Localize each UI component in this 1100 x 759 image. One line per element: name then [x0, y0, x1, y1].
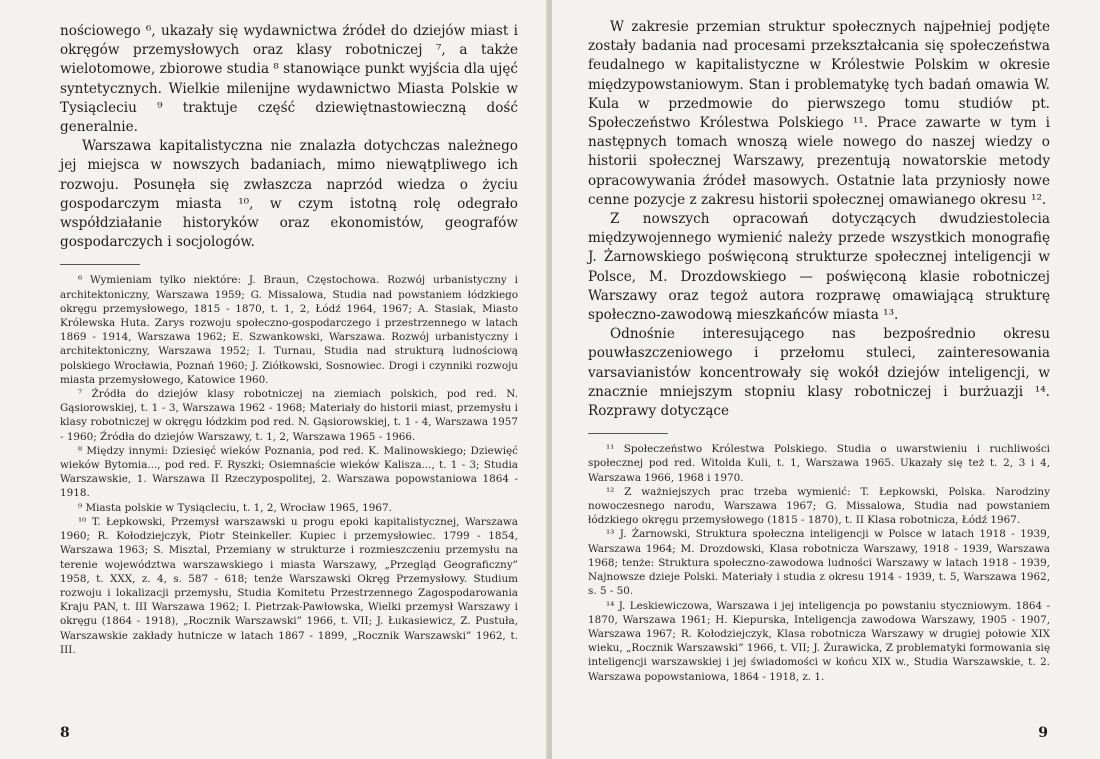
footnote: ¹⁴ J. Leskiewiczowa, Warszawa i jej inteligencja po powstaniu styczniowym. 1864 - 1870, Warszawa 1961; H. Kiepurska, Inteligencja zawodowa Warszawy, 1905 - 1907, Warszawa 1967; R. Kołodziejczyk, Klasa robotnicza Warszawy w drugiej połowie XIX wieku, „Rocznik Warszawski” 1966, t. VII; J. Żurawicka, Z problematyki formowania się inteligencji warszawskiej i jej świadomości w końcu XIX w., Studia Warszawskie, t. 2. Warszawa popowstaniowa, 1864 - 1918, z. 1.	[588, 599, 1050, 683]
body-paragraph: Warszawa kapitalistyczna nie znalazła dotychczas należnego jej miejsca w nowszych badaniach, mimo niewątpliwego ich rozwoju. Posunęła się zwłaszcza naprzód wiedza o życiu gospodarczym miasta ¹⁰, w czym istotną rolę odegrało współdziałanie historyków oraz ekonomistów, geografów gospodarczych i socjologów.	[60, 138, 518, 251]
footnote: ¹³ J. Żarnowski, Struktura społeczna inteligencji w Polsce w latach 1918 - 1939, Warszawa 1964; M. Drozdowski, Klasa robotnicza Warszawy, 1918 - 1939, Warszawa 1968; tenże: Struktura społeczno-zawodowa ludności Warszawy w latach 1918 - 1939, Najnowsze dzieje Polski. Materiały i studia z okresu 1914 - 1939, t. 5, Warszawa 1962, s. 5 - 50.	[588, 528, 1050, 598]
right-page	[552, 0, 1100, 759]
body-paragraph: W zakresie przemian struktur społecznych najpełniej podjęte zostały badania nad procesami przekształcania się społeczeństwa feudalnego w kapitalistyczne w Królestwie Polskim w okresie międzypowstaniowym. Stan i problematykę tych badań omawia W. Kula w przedmowie do pierwszego tomu studiów pt. Społeczeństwo Królestwa Polskiego ¹¹. Prace zawarte w tym i następnych tomach wnoszą wiele nowego do naszej wiedzy o historii społecznej Warszawy, prezentują nowatorskie metody opracowywania źródeł masowych. Ostatnie lata przyniosły nowe cenne pozycje z zakresu historii społecznej omawianego okresu ¹².	[588, 19, 1050, 208]
footnote: ⁶ Wymieniam tylko niektóre: J. Braun, Częstochowa. Rozwój urbanistyczny i architektoniczny, Warszawa 1959; G. Missalowa, Studia nad powstaniem łódzkiego okręgu przemysłowego, 1815 - 1870, t. 1, 2, Łódź 1964, 1967; A. Stasiak, Miasto Królewska Huta. Zarys rozwoju społeczno-gospodarczego i przestrzennego w latach 1869 - 1914, Warszawa 1962; E. Szwankowski, Warszawa. Rozwój urbanistyczny i architektoniczny, Warszawa 1952; I. Turnau, Studia nad strukturą ludnościową polskiego Wrocławia, Poznań 1960; J. Ziółkowski, Sosnowiec. Drogi i czynniki rozwoju miasta przemysłowego, Katowice 1960.	[60, 274, 518, 386]
left-page	[0, 0, 548, 759]
body-paragraph: nościowego ⁶, ukazały się wydawnictwa źródeł do dziejów miast i okręgów przemysłowych oraz klasy robotniczej ⁷, a także wielotomowe, zbiorowe studia ⁸ stanowiące punkt wyjścia dla ujęć syntetycznych. Wielkie milenijne wydawnictwo Miasta Polskie w Tysiącleciu ⁹ traktuje część dziewiętnastowieczną dość generalnie.	[60, 23, 518, 136]
footnote: ¹² Z ważniejszych prac trzeba wymienić: T. Łepkowski, Polska. Narodziny nowoczesnego narodu, Warszawa 1967; G. Missalowa, Studia nad powstaniem łódzkiego okręgu przemysłowego (1815 - 1870), t. II Klasa robotnicza, Łódź 1967.	[588, 485, 1050, 527]
footnote: ⁷ Źródła do dziejów klasy robotniczej na ziemiach polskich, pod red. N. Gąsiorowskiej, t. 1 - 3, Warszawa 1962 - 1968; Materiały do historii miast, przemysłu i klasy robotniczej w okręgu łódzkim pod red. N. Gąsiorowskiej, t. 1 - 4, Warszawa 1957 - 1960; Źródła do dziejów Warszawy, t. 1, 2, Warszawa 1965 - 1966.	[60, 388, 518, 443]
footnote: ⁹ Miasta polskie w Tysiącleciu, t. 1, 2, Wrocław 1965, 1967.	[78, 501, 392, 514]
footnote: ⁸ Między innymi: Dziesięć wieków Poznania, pod red. K. Malinowskiego; Dziewięć wieków Bytomia..., pod red. F. Ryszki; Osiemnaście wieków Kalisza..., t. 1 - 3; Studia Warszawskie, 1. Warszawa II Rzeczypospolitej, 2. Warszawa popowstaniowa 1864 - 1918.	[60, 444, 518, 500]
page-number: 8	[60, 725, 70, 741]
page-number: 9	[1038, 725, 1048, 741]
footnote-rule	[588, 433, 668, 434]
body-paragraph: Odnośnie interesującego nas bezpośrednio okresu pouwłaszczeniowego i przełomu stuleci, zainteresowania varsavianistów koncentrowały się wokół dziejów inteligencji, w znacznie mniejszym stopniu klasy robotniczej i burżuazji ¹⁴. Rozprawy dotyczące	[588, 326, 1050, 420]
footnote: ¹¹ Społeczeństwo Królestwa Polskiego. Studia o uwarstwieniu i ruchliwości społecznej pod red. Witolda Kuli, t. 1, Warszawa 1965. Ukazały się też t. 2, 3 i 4, Warszawa 1966, 1968 i 1970.	[588, 443, 1050, 484]
body-paragraph: Z nowszych opracowań dotyczących dwudziestolecia międzywojennego wymienić należy przede wszystkich monografię J. Żarnowskiego poświęconą strukturze społecznej inteligencji w Polsce, M. Drozdowskiego — poświęconą klasie robotniczej Warszawy oraz tegoż autora rozprawę omawiającą strukturę społeczno-zawodową mieszkańców miasta ¹³.	[588, 211, 1050, 324]
footnote-rule	[60, 264, 140, 265]
footnote: ¹⁰ T. Łepkowski, Przemysł warszawski u progu epoki kapitalistycznej, Warszawa 1960; R. Kołodziejczyk, Piotr Steinkeller. Kupiec i przemysłowiec. 1799 - 1854, Warszawa 1963; S. Misztal, Przemiany w strukturze i rozmieszczeniu przemysłu na terenie województwa warszawskiego i miasta Warszawy, „Przegląd Geograficzny” 1958, t. XXX, z. 4, s. 587 - 618; tenże Warszawski Okręg Przemysłowy. Studium rozwoju i lokalizacji przemysłu, Studia Komitetu Przestrzennego Zagospodarowania Kraju PAN, t. III Warszawa 1962; I. Pietrzak-Pawłowska, Wielki przemysł Warszawy i okręgu (1864 - 1918), „Rocznik Warszawski” 1966, t. VII; J. Łukasiewicz, Z. Pustuła, Warszawskie zakłady hutnicze w latach 1867 - 1899, „Rocznik Warszawski” 1962, t. III.	[60, 515, 518, 656]
